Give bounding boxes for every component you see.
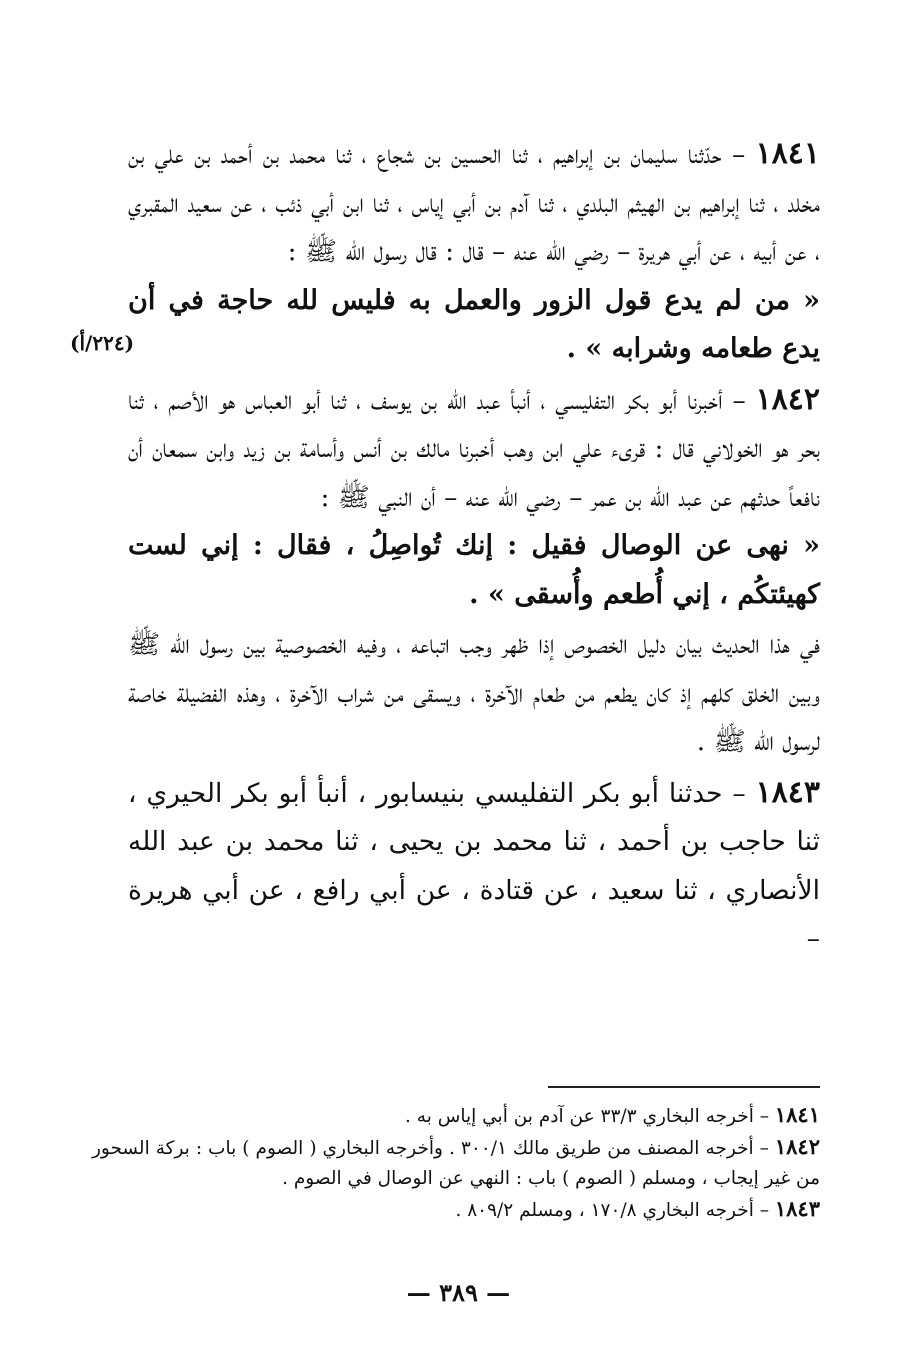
footnote-number: ١٨٤١ bbox=[774, 1102, 820, 1127]
footnote bbox=[92, 1100, 820, 1132]
hadith-isnad: – حدّثنا سليمان بن إبراهيم ، ثنا الحسين بن شجاع ، ثنا محمد بن أحمد بن علي بن مخلد ، ثنا إبراهيم بن الهيثم البلدي ، ثنا آدم بن أبي إياس ، ثنا ابن أبي ذئب ، عن سعيد المقبري ، عن أبيه ، عن أبي هريرة – رضي الله عنه – قال : قال رسول الله ﷺ : bbox=[128, 139, 820, 267]
hadith-matn: « نهى عن الوصال فقيل : إنك تُواصِلُ ، فقال : إني لست كهيئتكُم ، إني أُطعم وأُسقى » . bbox=[128, 530, 820, 610]
footnote bbox=[92, 1132, 820, 1194]
hadith-isnad: – حدثنا أبو بكر التفليسي بنيسابور ، أنبأ أبو بكر الحيري ، ثنا حاجب بن أحمد ، ثنا محمد بن يحيى ، ثنا محمد بن عبد الله الأنصاري ، ثنا سعيد ، عن قتادة ، عن أبي رافع ، عن أبي هريرة – bbox=[128, 777, 820, 954]
footnote-text: – أخرجه البخاري ١٧٠/٨ ، ومسلم ٨٠٩/٢ . bbox=[455, 1200, 769, 1221]
hadith-isnad: – أخبرنا أبو بكر التفليسي ، أنبأ عبد الله بن يوسف ، ثنا أبو العباس هو الأصم ، ثنا بحر هو الخولاني قال : قرىء علي ابن وهب أخبرنا مالك بن أنس وأسامة بن زيد وابن سمعان أن نافعاً حدثهم عن عبد الله بن عمر – رضي الله عنه – أن النبي ﷺ : bbox=[128, 384, 820, 513]
footnote bbox=[92, 1194, 820, 1226]
footnotes bbox=[92, 1100, 820, 1226]
footnote-divider bbox=[548, 1086, 820, 1088]
footnote-number: ١٨٤٢ bbox=[774, 1134, 820, 1159]
main-text bbox=[128, 130, 820, 964]
manuscript-folio-marker: (٢٢٤/أ) bbox=[70, 331, 135, 355]
hadith-matn: « من لم يدع قول الزور والعمل به فليس لله حاجة في أن يدع طعامه وشرابه » . bbox=[128, 284, 820, 364]
footnote-text: – أخرجه البخاري ٣٣/٣ عن آدم بن أبي إياس به . bbox=[405, 1106, 769, 1127]
hadith-1843 bbox=[128, 769, 820, 964]
page-number: — ٣٨٩ — bbox=[406, 1278, 511, 1307]
hadith-number: ١٨٤١ bbox=[755, 136, 820, 171]
hadith-number: ١٨٤٣ bbox=[755, 774, 820, 810]
commentary-paragraph: في هذا الحديث بيان دليل الخصوص إذا ظهر وجب اتباعه ، وفيه الخصوصية بين رسول الله ﷺ وبين الخلق كلهم إذ كان يطعم من طعام الآخرة ، ويسقى من شراب الآخرة ، وهذه الفضيلة خاصة لرسول الله ﷺ . bbox=[128, 629, 820, 757]
hadith-1842 bbox=[128, 376, 820, 523]
footnote-text: – أخرجه المصنف من طريق مالك ٣٠٠/١ . وأخرجه البخاري ( الصوم ) باب : بركة السحور من غير إيجاب ، ومسلم ( الصوم ) باب : النهي عن الوصال في الصوم . bbox=[92, 1138, 820, 1189]
footnote-number: ١٨٤٣ bbox=[774, 1196, 820, 1221]
hadith-number: ١٨٤٢ bbox=[755, 381, 820, 417]
hadith-1841 bbox=[128, 130, 820, 277]
